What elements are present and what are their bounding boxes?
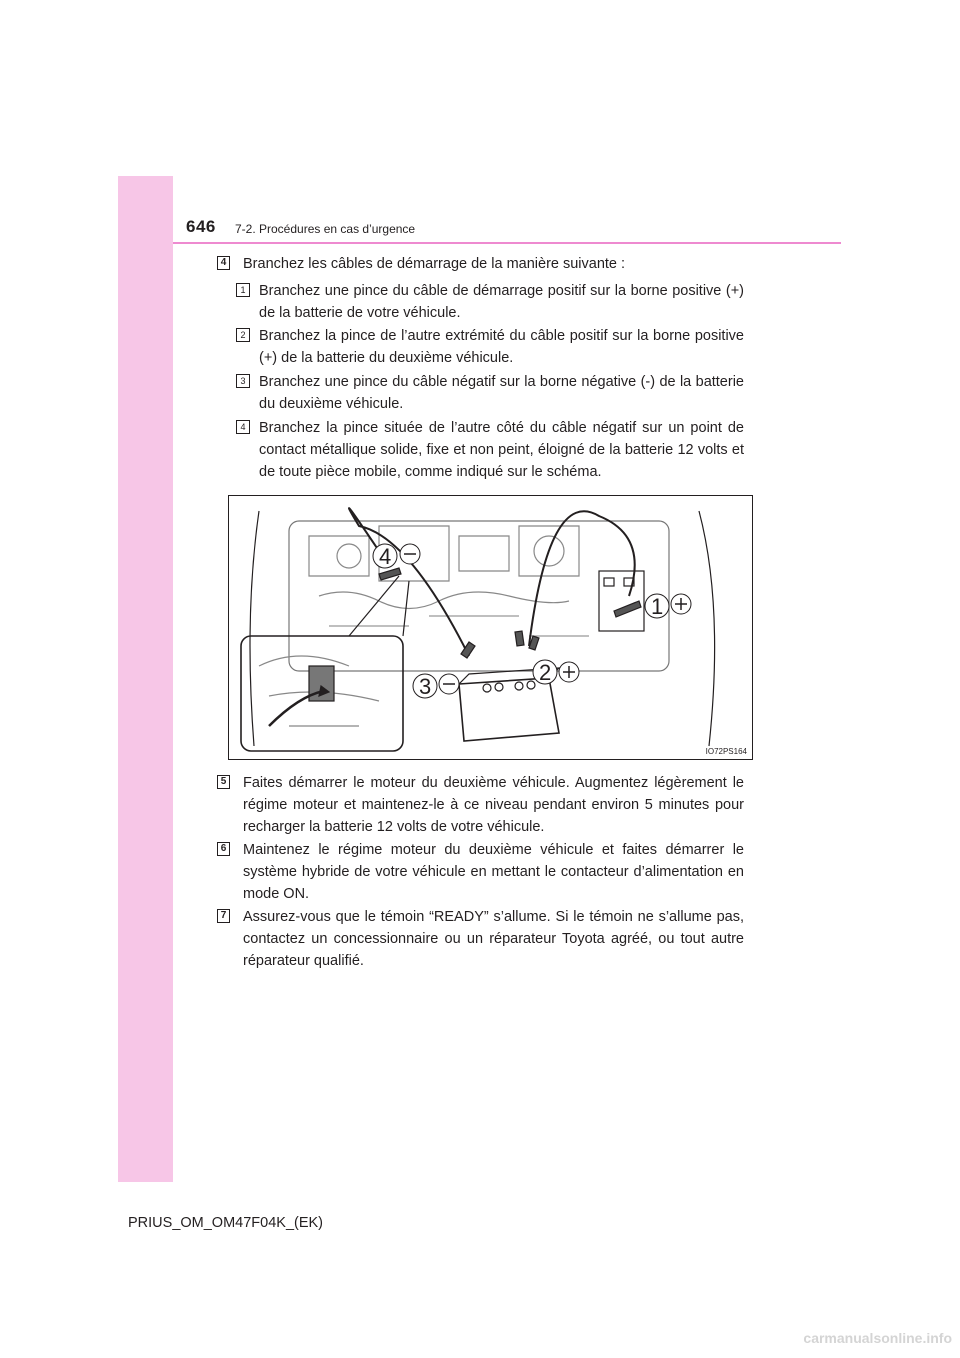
substep-number-4: 4 [236,420,250,434]
sidebar-tab [118,176,173,1182]
callout-3: 3 [419,674,432,699]
substep-number-2: 2 [236,328,250,342]
substep-number-1: 1 [236,283,250,297]
step-7-text: Assurez-vous que le témoin “READY” s’allume. Si le témoin ne s’allume pas, contactez un concessionnaire ou un réparateur Toyota agréé, ou tout autre réparateur qualifié. [243,909,744,969]
substep-1-text: Branchez une pince du câble de démarrage positif sur la borne positive (+) de la batterie de votre véhicule. [259,283,744,321]
header-divider [173,242,841,244]
step-6-text: Maintenez le régime moteur du deuxième véhicule et faites démarrer le système hybride de votre véhicule en mettant le contacteur d’alimentation en mode ON. [243,842,744,902]
engine-bay-illustration [229,496,752,759]
step-number-4: 4 [217,256,230,270]
step-4-text: Branchez les câbles de démarrage de la manière suivante : [243,256,626,272]
section-title: 7-2. Procédures en cas d’urgence [235,222,416,236]
step-number-5: 5 [217,775,230,789]
callout-1: 1 [651,594,664,619]
page-number: 646 [186,217,216,236]
step-5-text: Faites démarrer le moteur du deuxième véhicule. Augmentez légèrement le régime moteur et maintenez-le à ce niveau pendant environ 5 minutes pour recharger la batterie 12 volts de votre véhicule. [243,775,744,835]
substep-number-3: 3 [236,374,250,388]
callout-4: 4 [379,544,392,569]
step-number-6: 6 [217,842,230,856]
footer-doc-id: PRIUS_OM_OM47F04K_(EK) [128,1215,324,1231]
substep-4-text: Branchez la pince située de l’autre côté du câble négatif sur un point de contact métallique solide, fixe et non peint, éloigné de la batterie 12 volts et de toute pièce mobile, comme indiqué sur le schéma. [259,420,744,480]
jump-start-diagram [228,495,753,760]
callout-2: 2 [539,660,552,685]
watermark: carmanualsonline.info [803,1330,952,1346]
substep-3-text: Branchez une pince du câble négatif sur la borne négative (-) de la batterie du deuxième véhicule. [259,374,744,412]
figure-code: IO72PS164 [705,747,747,756]
step-number-7: 7 [217,909,230,923]
substep-2-text: Branchez la pince de l’autre extrémité du câble positif sur la borne positive (+) de la batterie du deuxième véhicule. [259,328,744,366]
